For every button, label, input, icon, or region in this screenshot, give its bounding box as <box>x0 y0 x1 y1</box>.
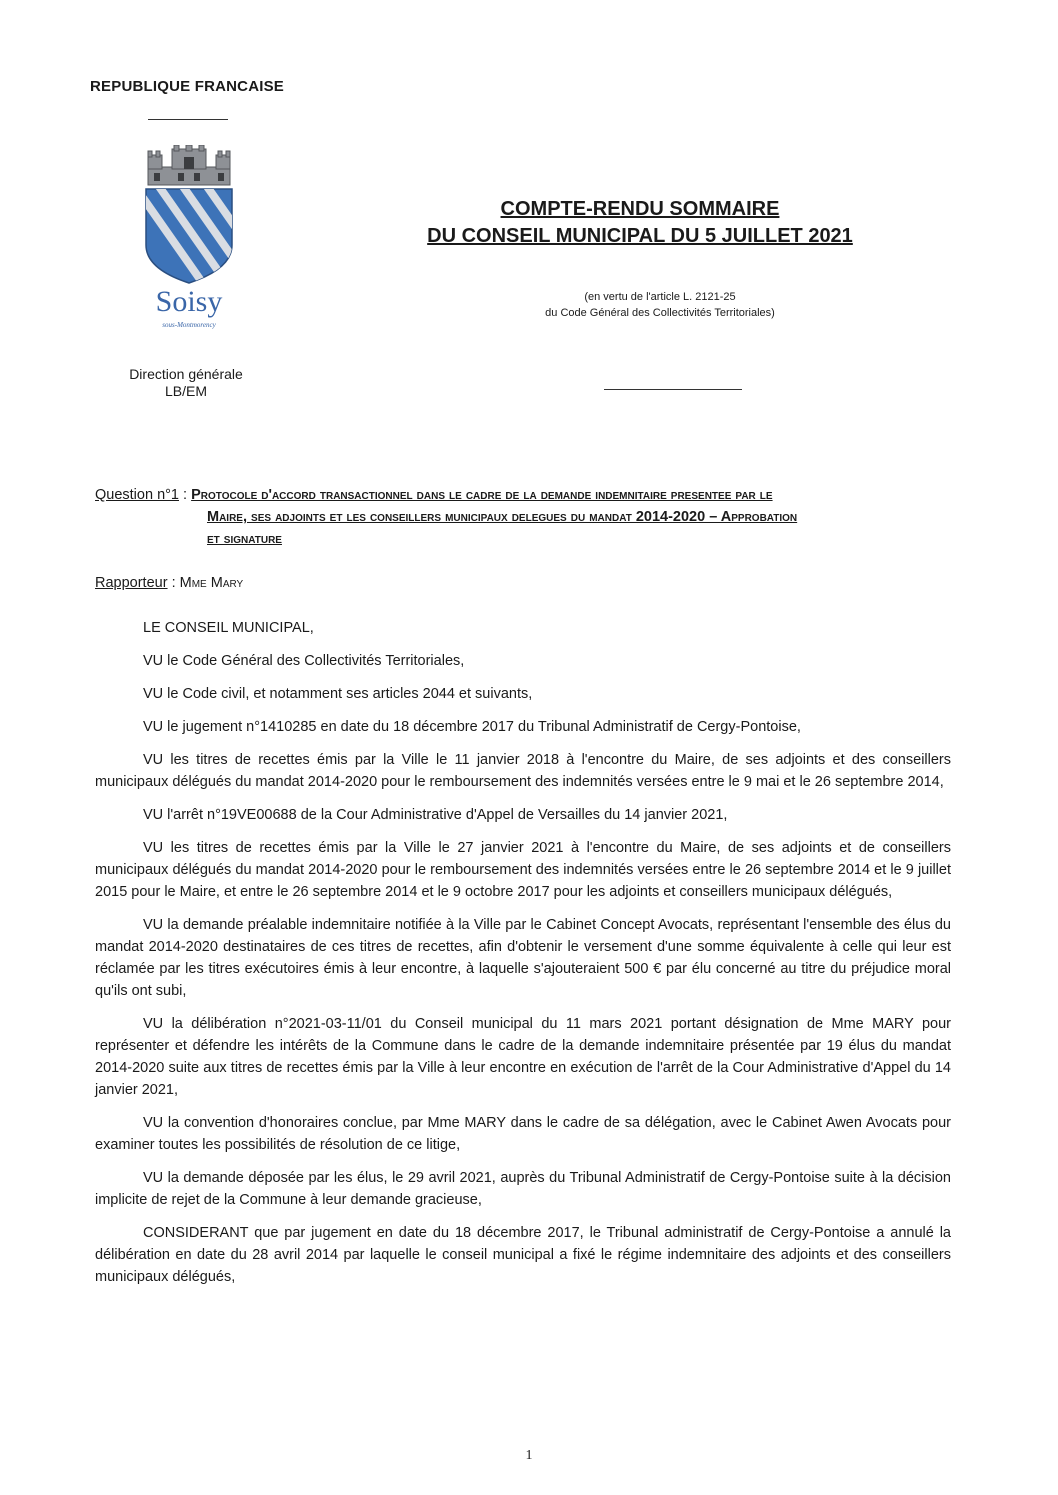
municipal-logo <box>134 145 244 335</box>
rapporteur-name: Mme Mary <box>179 575 244 591</box>
logo-subtext: sous-Montmorency <box>162 321 216 329</box>
paragraph: VU les titres de recettes émis par la Ville le 11 janvier 2018 à l'encontre du Maire, de ses adjoints et des conseillers municipaux délégués du mandat 2014-2020 pour le remboursement des indemnités versées entre le 9 mai et le 26 septembre 2014, <box>95 752 951 790</box>
reference-code: LB/EM <box>164 383 207 399</box>
crest-icon <box>134 145 244 335</box>
paragraph: VU les titres de recettes émis par la Ville le 27 janvier 2021 à l'encontre du Maire, de ses adjoints et de conseillers municipaux délégués du mandat 2014-2020 pour le remboursement des indemnités versées entre le 26 septembre 2014 et le 9 juillet 2015 pour le Maire, et entre le 26 septembre 2014 et le 9 octobre 2017 pour les adjoints et conseillers municipaux délégués, <box>95 840 951 900</box>
paragraph: CONSIDERANT que par jugement en date du 18 décembre 2017, le Tribunal administratif de Cergy-Pontoise a annulé la délibération en date du 28 avril 2014 par laquelle le conseil municipal a fixé le régime indemnitaire des adjoints et des conseillers municipaux délégués, <box>95 1225 951 1285</box>
question-title-line-3: et signature <box>207 531 282 547</box>
question-heading <box>95 484 955 550</box>
paragraph: VU le Code civil, et notamment ses articles 2044 et suivants, <box>143 686 533 702</box>
paragraph: VU l'arrêt n°19VE00688 de la Cour Administrative d'Appel de Versailles du 14 janvier 2021, <box>143 807 728 823</box>
title-divider <box>604 389 742 390</box>
document-body <box>95 617 951 1299</box>
title-line-2: DU CONSEIL MUNICIPAL DU 5 JUILLET 2021 <box>427 225 853 247</box>
paragraph: VU la convention d'honoraires conclue, par Mme MARY dans le cadre de sa délégation, avec le Cabinet Awen Avocats pour examiner toutes les possibilités de résolution de ce litige, <box>95 1115 951 1153</box>
republic-heading: REPUBLIQUE FRANCAISE <box>90 78 285 95</box>
issuing-department <box>96 366 276 400</box>
question-label: Question n°1 <box>95 487 179 503</box>
legal-reference-line-1: (en vertu de l'article L. 2121-25 <box>584 291 736 303</box>
document-title <box>360 196 920 250</box>
paragraph: VU la délibération n°2021-03-11/01 du Conseil municipal du 11 mars 2021 portant désignation de Mme MARY pour représenter et défendre les intérêts de la Commune dans le cadre de la demande indemnitaire présentée par 19 élus du mandat 2014-2020 suite aux titres de recettes émis par la Ville à leur encontre en exécution de l'arrêt de la Cour Administrative d'Appel du 14 janvier 2021, <box>95 1016 951 1098</box>
paragraph: VU le Code Général des Collectivités Territoriales, <box>143 653 465 669</box>
rapporteur-line <box>95 575 243 591</box>
rapporteur-label: Rapporteur <box>95 575 168 591</box>
logo-wordmark: Soisy <box>155 285 223 318</box>
paragraph: LE CONSEIL MUNICIPAL, <box>143 620 314 636</box>
question-separator: : <box>179 487 192 503</box>
paragraph: VU la demande déposée par les élus, le 29 avril 2021, auprès du Tribunal Administratif de Cergy-Pontoise suite à la décision implicite de rejet de la Commune à leur demande gracieuse, <box>95 1170 951 1208</box>
header-divider <box>148 119 228 120</box>
paragraph: VU le jugement n°1410285 en date du 18 décembre 2017 du Tribunal Administratif de Cergy-Pontoise, <box>143 719 801 735</box>
question-title-line-2: Maire, ses adjoints et les conseillers municipaux delegues du mandat 2014-2020 – Approbation <box>207 509 798 525</box>
page-number: 1 <box>525 1448 533 1463</box>
paragraph: VU la demande préalable indemnitaire notifiée à la Ville par le Cabinet Concept Avocats, représentant l'ensemble des élus du mandat 2014-2020 destinataires de ces titres de recettes, afin d'obtenir le versement d'une somme équivalente à celle qui leur est réclamée par les titres exécutoires émis à leur encontre, à laquelle s'ajouteraient 500 € par élu concerné au titre du préjudice moral qu'ils ont subi, <box>95 917 951 999</box>
direction-label: Direction générale <box>129 366 243 382</box>
rapporteur-separator: : <box>167 575 180 591</box>
title-line-1: COMPTE-RENDU SOMMAIRE <box>500 198 780 220</box>
question-title-line-1: Protocole d'accord transactionnel dans le cadre de la demande indemnitaire presentee par le <box>191 487 773 503</box>
legal-reference-line-2: du Code Général des Collectivités Territoriales) <box>545 307 775 319</box>
legal-reference <box>500 289 820 321</box>
